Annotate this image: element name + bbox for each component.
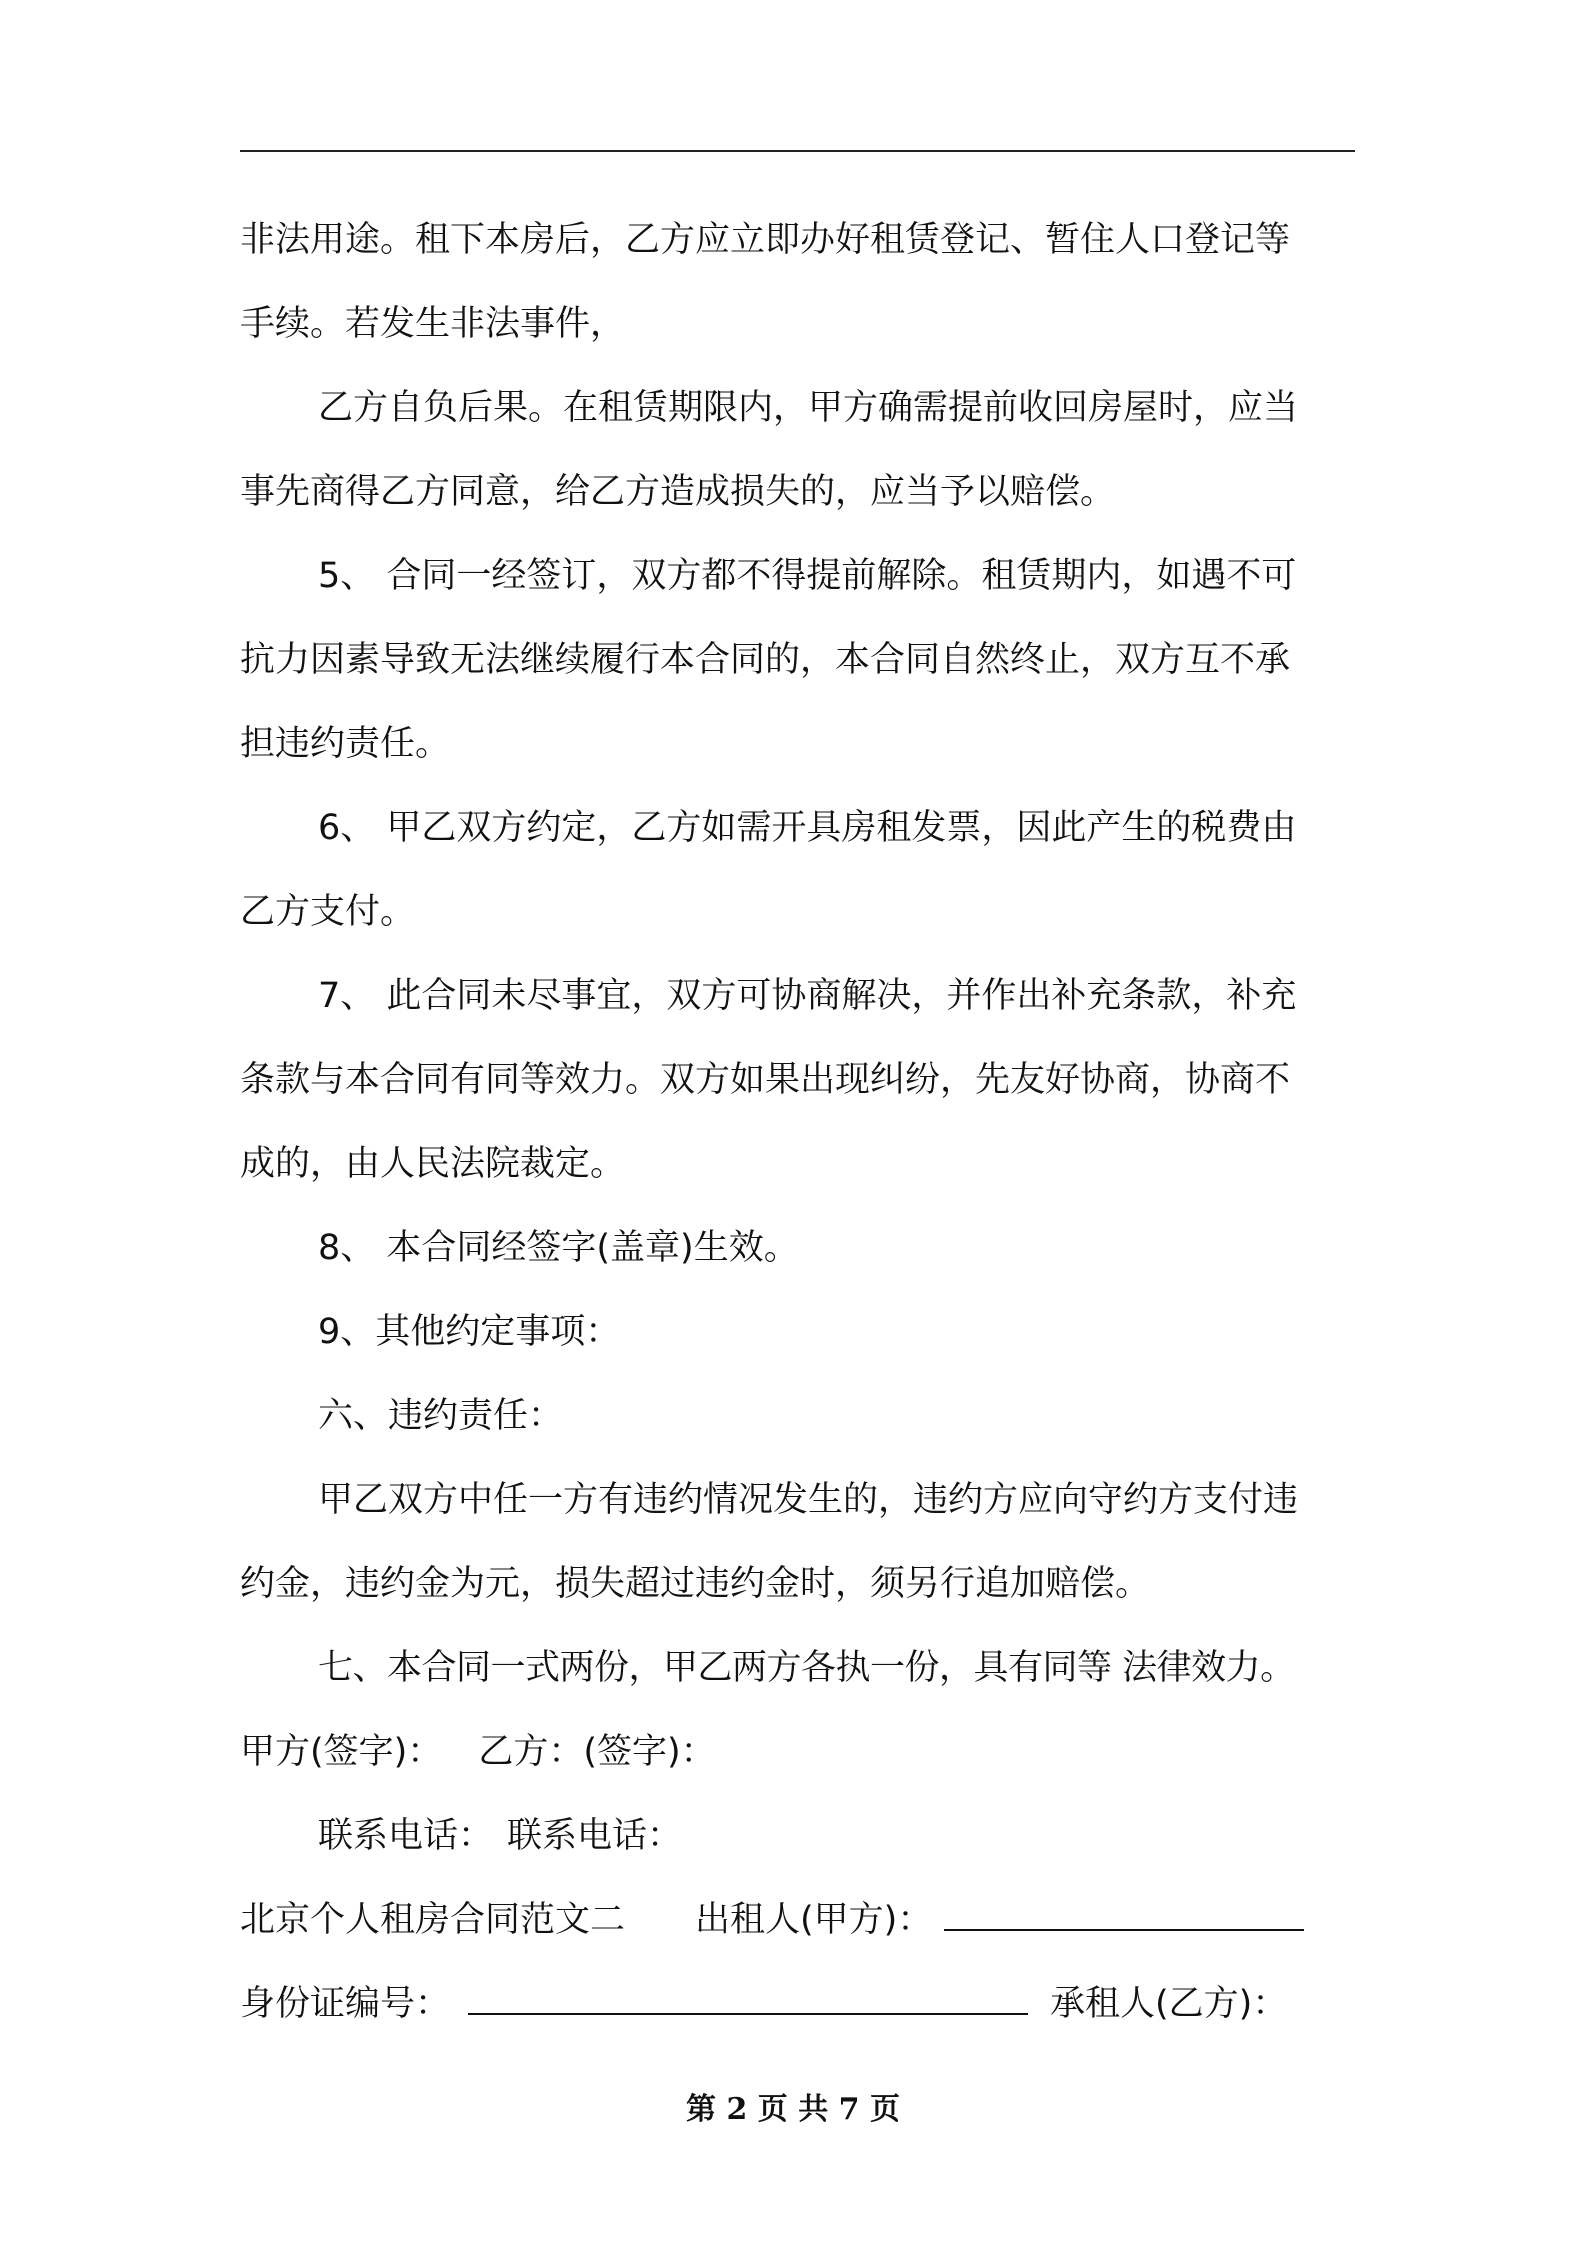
- clause-7: 7、 此合同未尽事宜，双方可协商解决，并作出补充条款，补充: [318, 976, 1297, 1016]
- body-line: 手续。若发生非法事件，: [240, 304, 626, 344]
- body-line: 事先商得乙方同意，给乙方造成损失的，应当予以赔偿。: [240, 472, 1116, 512]
- document-body: [240, 198, 1355, 2046]
- body-line: 非法用途。租下本房后，乙方应立即办好租赁登记、暂住人口登记等: [240, 220, 1291, 260]
- body-line: 甲乙双方中任一方有违约情况发生的，违约方应向守约方支付违: [318, 1480, 1299, 1520]
- body-line: 条款与本合同有同等效力。双方如果出现纠纷，先友好协商，协商不: [240, 1060, 1291, 1100]
- contact-line: [240, 1794, 1355, 1878]
- lessor-blank[interactable]: [944, 1899, 1304, 1931]
- party-a-sign-label: 甲方(签字)：: [240, 1732, 443, 1772]
- second-contract-title: 北京个人租房合同范文二: [240, 1900, 626, 1940]
- id-number-line: [240, 1962, 1355, 2046]
- body-line: 约金，违约金为元，损失超过违约金时，须另行追加赔偿。: [240, 1564, 1151, 1604]
- lessee-label: 承租人(乙方)：: [1050, 1984, 1288, 2024]
- party-b-sign-label: 乙方：(签字)：: [478, 1732, 716, 1772]
- body-line: 乙方支付。: [240, 892, 416, 932]
- clause-5: 5、 合同一经签订，双方都不得提前解除。租赁期内，如遇不可: [318, 556, 1297, 596]
- contact-a-label: 联系电话：: [318, 1816, 494, 1856]
- body-line: 乙方自负后果。在租赁期限内，甲方确需提前收回房屋时，应当: [318, 388, 1299, 428]
- id-number-blank[interactable]: [468, 1983, 1028, 2015]
- header-rule: [240, 150, 1355, 152]
- contact-b-label: 联系电话：: [507, 1816, 683, 1856]
- lessor-label: 出租人(甲方)：: [695, 1900, 933, 1940]
- page-number-label: 第 2 页 共 7 页: [686, 2092, 900, 2127]
- id-number-label: 身份证编号：: [240, 1984, 451, 2024]
- section-copies: 七、本合同一式两份，甲乙两方各执一份，具有同等 法律效力。: [318, 1648, 1295, 1688]
- body-line: 成的，由人民法院裁定。: [240, 1144, 626, 1184]
- body-line: 抗力因素导致无法继续履行本合同的，本合同自然终止，双方互不承: [240, 640, 1291, 680]
- body-line: 担违约责任。: [240, 724, 451, 764]
- page-footer: [0, 2084, 1586, 2128]
- clause-9: 9、其他约定事项：: [318, 1312, 621, 1352]
- signature-line: [240, 1710, 1355, 1794]
- clause-8: 8、 本合同经签字(盖章)生效。: [318, 1228, 799, 1268]
- clause-6: 6、 甲乙双方约定，乙方如需开具房租发票，因此产生的税费由: [318, 808, 1297, 848]
- section-breach-heading: 六、违约责任：: [318, 1396, 564, 1436]
- second-contract-title-line: [240, 1878, 1355, 1962]
